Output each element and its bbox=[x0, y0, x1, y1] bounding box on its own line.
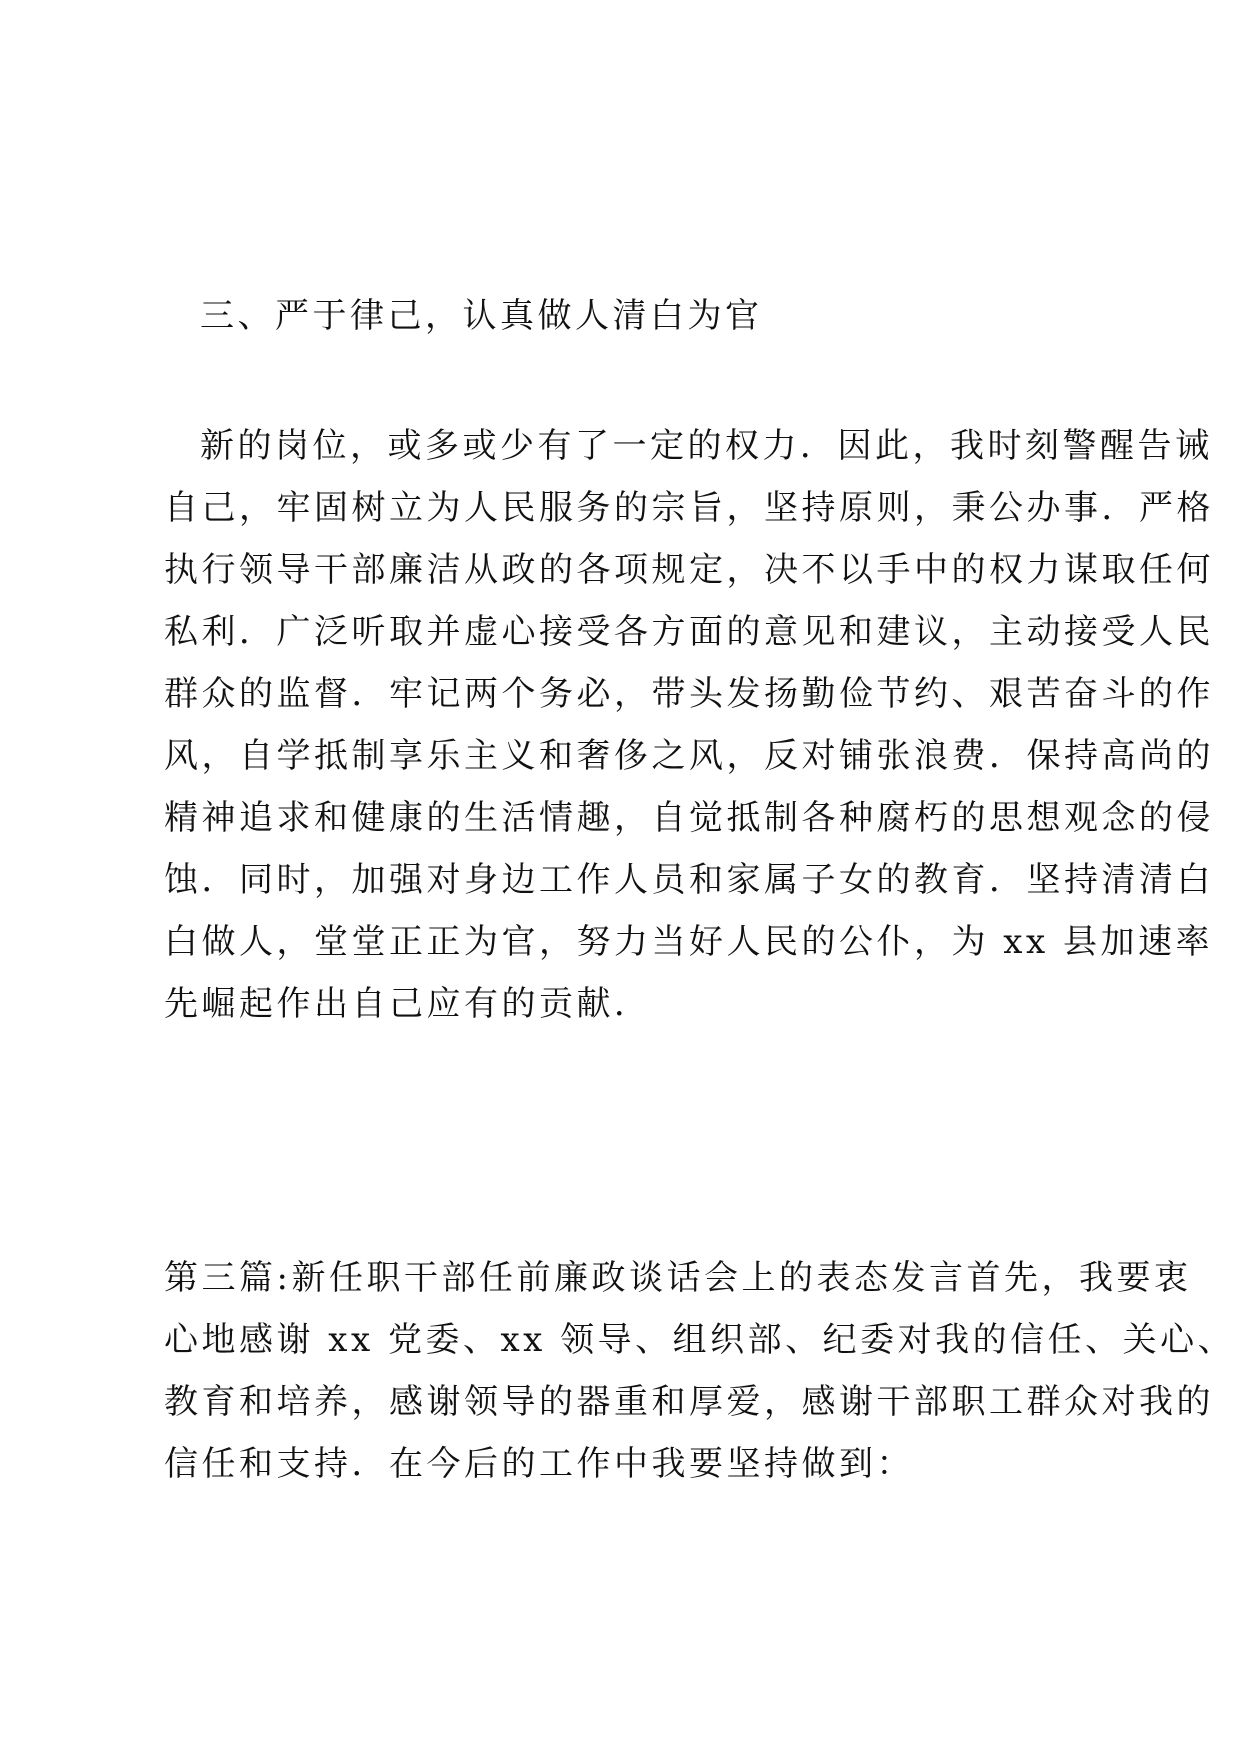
paragraph-line: 新的岗位，或多或少有了一定的权力．因此，我时刻警醒告诫 bbox=[200, 426, 1213, 466]
section-heading: 三、严于律己，认真做人清白为官 bbox=[200, 296, 763, 336]
paragraph-line: 心地感谢 xx 党委、xx 领导、组织部、纪委对我的信任、关心、 bbox=[164, 1320, 1236, 1360]
paragraph-line: 教育和培养，感谢领导的器重和厚爱，感谢干部职工群众对我的 bbox=[164, 1382, 1214, 1422]
paragraph-line: 执行领导干部廉洁从政的各项规定，决不以手中的权力谋取任何 bbox=[164, 550, 1214, 590]
paragraph-line: 自己，牢固树立为人民服务的宗旨，坚持原则，秉公办事．严格 bbox=[164, 488, 1214, 528]
paragraph-line: 信任和支持．在今后的工作中我要坚持做到： bbox=[164, 1444, 914, 1484]
paragraph-line: 风，自学抵制享乐主义和奢侈之风，反对铺张浪费．保持高尚的 bbox=[164, 736, 1214, 776]
article-title-line: 第三篇:新任职干部任前廉政谈话会上的表态发言首先，我要衷 bbox=[164, 1258, 1192, 1298]
paragraph-line: 蚀．同时，加强对身边工作人员和家属子女的教育．坚持清清白 bbox=[164, 860, 1214, 900]
paragraph-line: 群众的监督．牢记两个务必，带头发扬勤俭节约、艰苦奋斗的作 bbox=[164, 674, 1214, 714]
paragraph-line: 先崛起作出自己应有的贡献． bbox=[164, 984, 652, 1024]
paragraph-line: 白做人，堂堂正正为官，努力当好人民的公仆，为 xx 县加速率 bbox=[164, 922, 1213, 962]
paragraph-line: 私利．广泛听取并虚心接受各方面的意见和建议，主动接受人民 bbox=[164, 612, 1214, 652]
paragraph-line: 精神追求和健康的生活情趣，自觉抵制各种腐朽的思想观念的侵 bbox=[164, 798, 1214, 838]
